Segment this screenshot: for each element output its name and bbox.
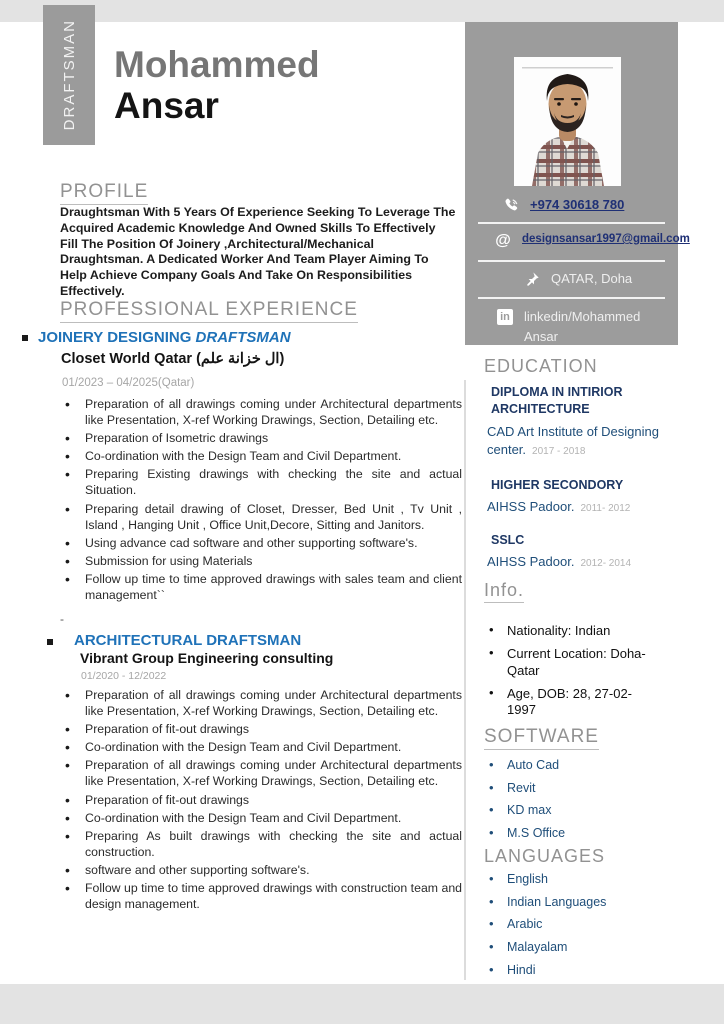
phone-icon <box>500 197 522 220</box>
software-list <box>487 758 565 849</box>
software-heading: SOFTWARE <box>484 726 599 750</box>
job2-bullet: • Co-ordination with the Design Team and Civil Department. <box>63 810 462 826</box>
first-name: Mohammed <box>114 44 320 85</box>
education-school <box>487 553 672 571</box>
job2-square-bullet-icon <box>47 639 53 645</box>
software-item: • M.S Office <box>487 826 565 842</box>
education-school <box>487 423 672 458</box>
education-dates: 2017 - 2018 <box>532 445 586 457</box>
job1-bullet: • Using advance cad software and other supporting software's. <box>63 535 462 551</box>
last-name: Ansar <box>114 85 219 127</box>
software-item: • KD max <box>487 803 565 819</box>
linkedin-icon <box>494 307 516 325</box>
job1-company <box>61 351 284 367</box>
at-icon: @ <box>495 232 511 249</box>
column-divider <box>464 380 466 980</box>
job1-title-main: JOINERY DESIGNING <box>38 329 196 346</box>
job2-bullet: • Follow up time to time approved drawings with construction team and design management. <box>63 880 462 912</box>
job2-company: Vibrant Group Engineering consulting <box>80 650 334 666</box>
language-item: • Indian Languages <box>487 895 606 911</box>
education-school-name: CAD Art Institute of Designing center. <box>487 424 659 457</box>
job1-title <box>38 329 291 346</box>
job1-company-arabic: (ال خزانة علم) <box>196 351 285 367</box>
language-item: • English <box>487 872 606 888</box>
languages-list <box>487 872 606 985</box>
job1-bullet: • Co-ordination with the Design Team and Civil Department. <box>63 448 462 464</box>
software-item: • Auto Cad <box>487 758 565 774</box>
job1-dates: 01/2023 – 04/2025(Qatar) <box>62 377 195 389</box>
info-list <box>487 623 652 725</box>
software-heading-wrap <box>484 726 599 748</box>
education-degree: SSLC <box>491 533 525 547</box>
location-text: QATAR, Doha <box>551 271 633 286</box>
draftsman-banner <box>43 5 95 145</box>
education-dates: 2012- 2014 <box>580 558 632 569</box>
phone-row <box>500 197 624 220</box>
job2-bullet: • Co-ordination with the Design Team and Civil Department. <box>63 739 462 755</box>
profile-photo <box>514 57 621 186</box>
portrait-illustration <box>514 57 621 186</box>
job2-bullet: • Preparation of fit-out drawings <box>63 792 462 808</box>
job1-bullet: • Submission for using Materials <box>63 553 462 569</box>
job1-title-italic: DRAFTSMAN <box>195 329 291 346</box>
linkedin-badge-text: in <box>497 309 513 325</box>
language-item: • Hindi <box>487 963 606 979</box>
experience-heading-wrap <box>60 299 358 321</box>
bottom-strip <box>0 984 724 1024</box>
contact-separator <box>478 260 665 262</box>
job1-bullet: • Preparing detail drawing of Closet, Dresser, Bed Unit , Tv Unit , Island , Hanging Unit , Office Unit,Decore, Sitting and Janitors. <box>63 501 462 533</box>
profile-text: Draughtsman With 5 Years Of Experience Seeking To Leverage The Acquired Academic Knowledge And Owned Skills To Effectively Fill The Position Of Joinery ,Architectural/Mechanical Draughtsman. A Dedicated Worker And Team Player Aiming To Help Achieve Company Goals And Take On Responsibilities Effectively. <box>60 205 456 298</box>
education-degree: DIPLOMA IN INTIRIOR ARCHITECTURE <box>491 385 623 416</box>
education-heading: EDUCATION <box>484 356 598 376</box>
pushpin-icon <box>521 271 543 292</box>
linkedin-row <box>494 307 662 347</box>
location-row <box>521 271 632 292</box>
job1-bullet: • Preparing Existing drawings with checking the site and actual Situation. <box>63 466 462 498</box>
job2-bullet-list <box>63 687 462 914</box>
email-row <box>492 233 690 249</box>
info-heading-wrap <box>484 580 524 601</box>
info-item: • Current Location: Doha-Qatar <box>487 646 652 679</box>
job1-square-bullet-icon <box>22 335 28 341</box>
job1-bullet: • Preparation of Isometric drawings <box>63 430 462 446</box>
linkedin-link[interactable]: linkedin/Mohammed Ansar <box>524 309 641 345</box>
info-item: • Age, DOB: 28, 27-02-1997 <box>487 686 652 719</box>
job2-bullet: • Preparation of all drawings coming under Architectural departments like Presentation, X-ref Working Drawings, Section, Detailing etc. <box>63 757 462 789</box>
info-heading: Info. <box>484 580 524 603</box>
job2-bullet: • software and other supporting software's. <box>63 862 462 878</box>
language-item: • Malayalam <box>487 940 606 956</box>
draftsman-banner-label: DRAFTSMAN <box>60 19 78 131</box>
job2-bullet: • Preparation of all drawings coming under Architectural departments like Presentation, X-ref Working Drawings, Section, Detailing etc. <box>63 687 462 719</box>
contact-separator <box>478 222 665 224</box>
language-item: • Arabic <box>487 917 606 933</box>
contact-separator <box>478 297 665 299</box>
profile-heading: PROFILE <box>60 181 148 205</box>
education-school <box>487 498 672 516</box>
education-school-name: AIHSS Padoor. <box>487 499 575 514</box>
profile-heading-wrap <box>60 181 148 203</box>
job2-dates: 01/2020 - 12/2022 <box>81 670 167 682</box>
job1-bullet-list <box>63 396 462 605</box>
top-strip <box>0 0 724 22</box>
education-degree: HIGHER SECONDORY <box>491 478 624 492</box>
job2-title-main: ARCHITECTURAL DRAFTSMAN <box>74 632 302 649</box>
experience-heading: PROFESSIONAL EXPERIENCE <box>60 299 358 323</box>
software-item: • Revit <box>487 781 565 797</box>
languages-heading: LANGUAGES <box>484 846 606 866</box>
job2-title <box>74 632 301 649</box>
education-school-name: AIHSS Padoor. <box>487 554 575 569</box>
jobs-separator-dash: - <box>60 612 64 626</box>
job1-bullet: • Preparation of all drawings coming under Architectural departments like Presentation, X-ref Working Drawings, Section, Detailing etc. <box>63 396 462 428</box>
job2-bullet: • Preparation of fit-out drawings <box>63 721 462 737</box>
job1-bullet: • Follow up time to time approved drawings with sales team and client management`` <box>63 571 462 603</box>
job2-bullet: • Preparing As built drawings with checking the site and actual construction. <box>63 828 462 860</box>
education-dates: 2011- 2012 <box>580 503 631 514</box>
email-link[interactable]: designsansar1997@gmail.com <box>522 233 690 245</box>
phone-link[interactable]: +974 30618 780 <box>530 197 625 212</box>
name-block <box>114 44 320 127</box>
job1-company-name: Closet World Qatar <box>61 351 197 367</box>
info-item: • Nationality: Indian <box>487 623 652 639</box>
